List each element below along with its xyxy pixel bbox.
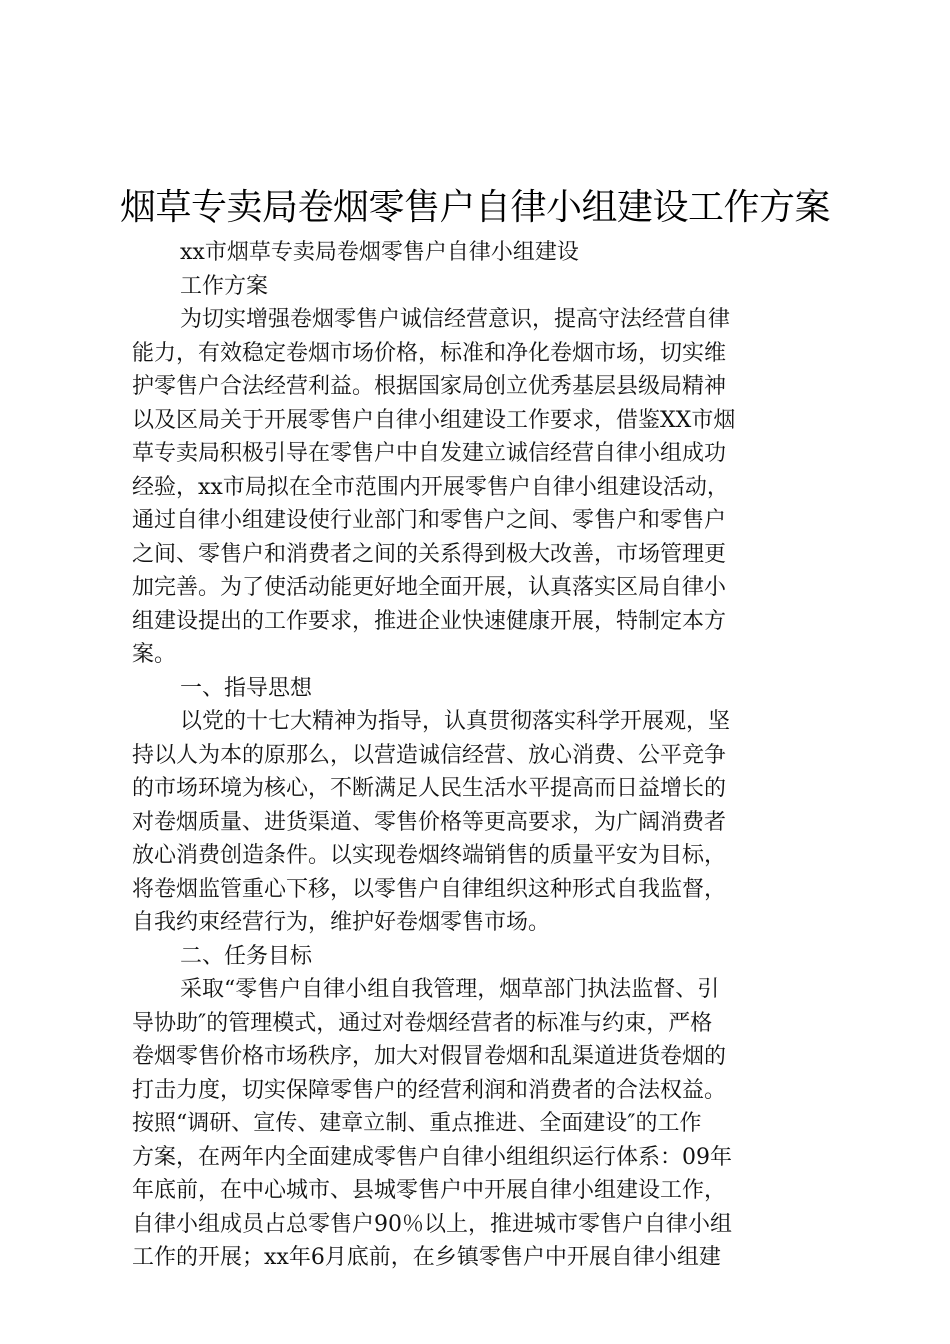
- paragraph-line: 组建设提出的工作要求，推进企业快速健康开展，特制定本方: [132, 608, 727, 634]
- paragraph-line: 年底前，在中心城市、县城零售户中开展自律小组建设工作，: [132, 1178, 727, 1203]
- paragraph-line: 以党的十七大精神为指导，认真贯彻落实科学开展观，坚: [180, 709, 731, 734]
- paragraph-line: 工作的开展；xx年6月底前，在乡镇零售户中开展自律小组建: [132, 1245, 721, 1270]
- paragraph-line: 护零售户合法经营利益。根据国家局创立优秀基层县级局精神: [132, 374, 727, 399]
- paragraph-line: 打击力度，切实保障零售户的经营利润和消费者的合法权益。: [132, 1077, 727, 1103]
- paragraph-line: 一、指导思想: [180, 675, 313, 701]
- paragraph-line: 采取“零售户自律小组自我管理，烟草部门执法监督、引: [180, 977, 720, 1002]
- paragraph-line: 案。: [132, 642, 177, 667]
- paragraph-line: 自律小组成员占总零售户90％以上，推进城市零售户自律小组: [132, 1211, 732, 1237]
- paragraph-line: 草专卖局积极引导在零售户中自发建立诚信经营自律小组成功: [132, 441, 727, 466]
- paragraph-line: 持以人为本的原那么，以营造诚信经营、放心消费、公平竞争: [132, 742, 727, 768]
- paragraph-line: 放心消费创造条件。以实现卷烟终端销售的质量平安为目标，: [132, 843, 727, 868]
- document-body: [132, 236, 832, 1275]
- paragraph-line: 之间、零售户和消费者之间的关系得到极大改善，市场管理更: [132, 541, 727, 567]
- subtitle-line-1: xx市烟草专卖局卷烟零售户自律小组建设: [180, 240, 579, 265]
- paragraph-line: 导协助″的管理模式，通过对卷烟经营者的标准与约束，严格: [132, 1010, 713, 1036]
- paragraph-line: 的市场环境为核心，不断满足人民生活水平提高而日益增长的: [132, 776, 727, 801]
- paragraph-line: 自我约束经营行为，维护好卷烟零售市场。: [132, 910, 551, 935]
- paragraph-line: 对卷烟质量、进货渠道、零售价格等更高要求，为广阔消费者: [132, 809, 727, 835]
- subtitle-line-2: 工作方案: [180, 273, 269, 299]
- paragraph-line: 能力，有效稳定卷烟市场价格，标准和净化卷烟市场，切实维: [132, 340, 727, 366]
- paragraph-line: 卷烟零售价格市场秩序，加大对假冒卷烟和乱渠道进货卷烟的: [132, 1044, 727, 1069]
- paragraph-line: 为切实增强卷烟零售户诚信经营意识，提高守法经营自律: [180, 307, 731, 332]
- paragraph-line: 将卷烟监管重心下移，以零售户自律组织这种形式自我监督，: [132, 876, 727, 902]
- paragraph-line: 按照“调研、宣传、建章立制、重点推进、全面建设″的工作: [132, 1111, 702, 1136]
- paragraph-line: 以及区局关于开展零售户自律小组建设工作要求，借鉴XX市烟: [132, 407, 736, 433]
- paragraph-line: 二、任务目标: [180, 943, 313, 969]
- paragraph-line: 经验，xx市局拟在全市范围内开展零售户自律小组建设活动，: [132, 474, 729, 500]
- document-title: 烟草专卖局卷烟零售户自律小组建设工作方案: [120, 187, 831, 228]
- paragraph-line: 通过自律小组建设使行业部门和零售户之间、零售户和零售户: [132, 508, 727, 533]
- paragraph-line: 方案，在两年内全面建成零售户自律小组组织运行体系：09年: [132, 1144, 732, 1170]
- paragraph-line: 加完善。为了使活动能更好地全面开展，认真落实区局自律小: [132, 575, 727, 600]
